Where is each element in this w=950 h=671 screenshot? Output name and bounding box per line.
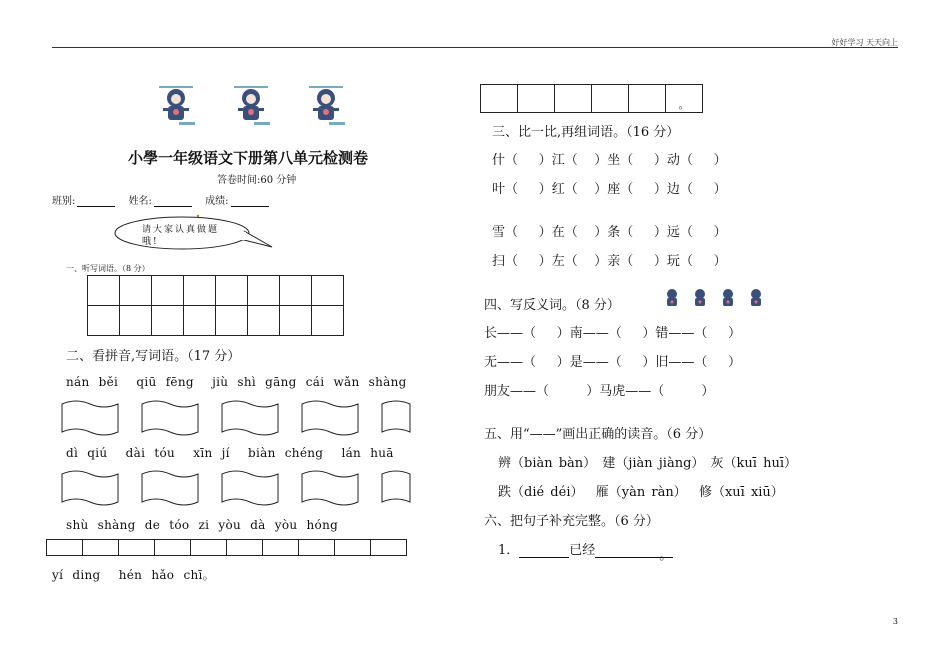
flag-box bbox=[62, 401, 118, 435]
sentence-blank-2[interactable] bbox=[595, 544, 659, 558]
sentence-blank-1[interactable] bbox=[519, 544, 569, 558]
section4-title: 四、写反义词。（8 分） bbox=[484, 298, 620, 313]
reading-row-2: 跌（dié déi） 雁（yàn ràn） 修（xuī xiū） bbox=[498, 485, 784, 500]
class-label: 班别: bbox=[52, 196, 76, 207]
compare-row-2: 叶（ ）红（ ）座（ ）边（ ） bbox=[492, 182, 727, 197]
top-answer-grid bbox=[480, 84, 703, 113]
grid-cell[interactable] bbox=[280, 306, 312, 336]
answer-flags-row-2 bbox=[58, 468, 428, 512]
name-blank[interactable] bbox=[154, 196, 192, 207]
student-info-line bbox=[52, 192, 279, 207]
grid-cell[interactable] bbox=[371, 540, 407, 556]
mascot-icon bbox=[159, 86, 195, 125]
grid-cell[interactable] bbox=[629, 85, 666, 113]
answer-flags-row-1 bbox=[58, 398, 388, 442]
grid-cell[interactable] bbox=[263, 540, 299, 556]
antonym-row-2: 无——（ ）是——（ ）旧——（ ） bbox=[484, 355, 742, 370]
grid-cell[interactable] bbox=[155, 540, 191, 556]
grid-cell[interactable] bbox=[555, 85, 592, 113]
section6-title: 六、把句子补充完整。（6 分） bbox=[484, 514, 659, 529]
grid-cell[interactable] bbox=[88, 306, 120, 336]
flag-box bbox=[382, 471, 410, 502]
mascot-icon bbox=[667, 289, 677, 306]
score-blank[interactable] bbox=[231, 196, 269, 207]
score-label: 成绩: bbox=[205, 196, 229, 207]
grid-cell[interactable] bbox=[518, 85, 555, 113]
grid-cell[interactable] bbox=[184, 276, 216, 306]
grid-cell[interactable] bbox=[83, 540, 119, 556]
grid-cell[interactable] bbox=[47, 540, 83, 556]
compare-row-3: 雪（ ）在（ ）条（ ）远（ ） bbox=[492, 225, 727, 240]
pinyin-row-1: nán běi qiū fēng jiù shì gāng cái wǎn shàng bbox=[66, 375, 407, 389]
mascot-images bbox=[155, 84, 355, 132]
section2-title: 二、看拼音,写词语。（17 分） bbox=[66, 349, 241, 364]
flag-box bbox=[62, 471, 118, 505]
section5-title: 五、用“——”画出正确的读音。（6 分） bbox=[484, 427, 712, 442]
grid-cell[interactable] bbox=[312, 276, 344, 306]
flag-box bbox=[222, 401, 278, 435]
grid-cell[interactable] bbox=[119, 540, 155, 556]
flag-box bbox=[142, 471, 198, 505]
pinyin-row-4: yí ding hén hǎo chī。 bbox=[52, 568, 215, 582]
class-blank[interactable] bbox=[77, 196, 115, 207]
compare-row-4: 扫（ ）左（ ）亲（ ）玩（ ） bbox=[492, 254, 727, 269]
pinyin-row-3: shù shàng de tóo zi yòu dà yòu hóng bbox=[66, 518, 339, 532]
grid-cell[interactable] bbox=[191, 540, 227, 556]
flag-box bbox=[302, 401, 358, 435]
name-label: 姓名: bbox=[128, 196, 152, 207]
grid-cell[interactable] bbox=[312, 306, 344, 336]
small-mascots bbox=[662, 288, 772, 308]
grid-cell[interactable] bbox=[248, 276, 280, 306]
grid-cell[interactable] bbox=[120, 306, 152, 336]
grid-cell[interactable] bbox=[280, 276, 312, 306]
antonym-row-1: 长——（ ）南——（ ）错——（ ） bbox=[484, 326, 742, 341]
grid-cell[interactable] bbox=[248, 306, 280, 336]
grid-cell[interactable] bbox=[227, 540, 263, 556]
exam-title: 小學一年级语文下册第八单元检测卷 bbox=[128, 149, 369, 167]
section3-title: 三、比一比,再组词语。（16 分） bbox=[492, 125, 680, 140]
speech-bubble-text: 请大家认真做题哦! bbox=[142, 225, 220, 247]
section1-title: 一、听写词语。（8 分） bbox=[66, 264, 150, 273]
grid-cell[interactable] bbox=[88, 276, 120, 306]
grid-cell[interactable] bbox=[592, 85, 629, 113]
mascot-icon bbox=[723, 289, 733, 306]
mascot-icon bbox=[309, 86, 345, 125]
mascot-icon bbox=[751, 289, 761, 306]
compare-row-1: 什（ ）江（ ）坐（ ）动（ ） bbox=[492, 153, 727, 168]
flag-box bbox=[142, 401, 198, 435]
grid-cell[interactable] bbox=[152, 276, 184, 306]
sentence-item-1: 1． 已经 。 bbox=[498, 543, 673, 563]
time-limit: 答卷时间:60 分钟 bbox=[217, 175, 297, 186]
flag-box bbox=[302, 471, 358, 505]
header-motto: 好好学习 天天向上 bbox=[831, 38, 898, 47]
page-number: 3 bbox=[892, 617, 898, 626]
writing-grid bbox=[46, 539, 407, 556]
flag-box bbox=[382, 401, 410, 432]
grid-cell[interactable] bbox=[299, 540, 335, 556]
mascot-icon bbox=[695, 289, 705, 306]
grid-cell[interactable] bbox=[481, 85, 518, 113]
flag-box bbox=[222, 471, 278, 505]
answer-flag-row-1-last bbox=[378, 398, 418, 442]
pinyin-row-2: dì qiú dài tóu xīn jí biàn chéng lán huā bbox=[66, 446, 394, 460]
grid-cell[interactable] bbox=[152, 306, 184, 336]
header-rule bbox=[52, 47, 898, 48]
grid-cell[interactable] bbox=[216, 276, 248, 306]
grid-cell[interactable] bbox=[335, 540, 371, 556]
grid-cell[interactable] bbox=[184, 306, 216, 336]
dictation-grid bbox=[87, 275, 344, 336]
grid-cell[interactable] bbox=[120, 276, 152, 306]
antonym-row-3: 朋友——（ ）马虎——（ ） bbox=[484, 384, 715, 399]
grid-cell[interactable] bbox=[216, 306, 248, 336]
mascot-icon bbox=[234, 86, 270, 125]
grid-end-mark: 。 bbox=[666, 85, 703, 113]
reading-row-1: 辨（biàn bàn） 建（jiàn jiàng） 灰（kuī huī） bbox=[498, 456, 797, 471]
